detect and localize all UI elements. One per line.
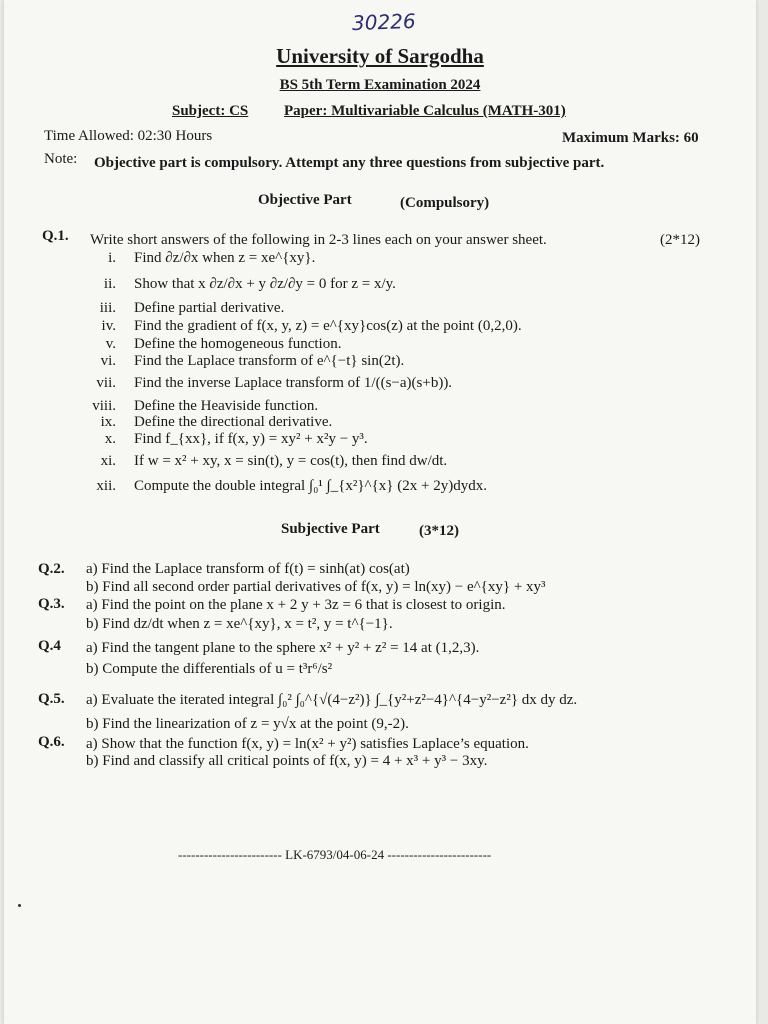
list-item: Show that x ∂z/∂x + y ∂z/∂y = 0 for z = x/y. bbox=[134, 276, 396, 292]
item-number: iv. bbox=[101, 318, 116, 334]
item-number: v. bbox=[105, 336, 116, 352]
question-label: Q.1. bbox=[42, 228, 69, 244]
note-label: Note: bbox=[44, 151, 78, 167]
list-item: Compute the double integral ∫₀¹ ∫_{x²}^{x} (2x + 2y)dydx. bbox=[134, 478, 487, 494]
objective-part-title: Objective Part bbox=[258, 192, 352, 208]
item-number: i. bbox=[108, 250, 116, 266]
exam-paper bbox=[4, 0, 756, 1024]
time-allowed: Time Allowed: 02:30 Hours bbox=[44, 128, 213, 144]
item-number: ii. bbox=[103, 276, 116, 292]
item-number: xi. bbox=[100, 453, 116, 469]
list-item: Define the Heaviside function. bbox=[134, 398, 319, 414]
list-item: Define the directional derivative. bbox=[134, 414, 333, 430]
note-text: Objective part is compulsory. Attempt any three questions from subjective part. bbox=[94, 155, 605, 171]
item-number: xii. bbox=[96, 478, 116, 494]
question-label: Q.6. bbox=[38, 734, 65, 750]
question-part-a: a) Find the point on the plane x + 2 y + 3z = 6 that is closest to origin. bbox=[86, 597, 506, 613]
question-part-b: b) Find dz/dt when z = xe^{xy}, x = t², y = t^{−1}. bbox=[86, 616, 393, 632]
question-part-b: b) Find all second order partial derivatives of f(x, y) = ln(xy) − e^{xy} + xy³ bbox=[86, 579, 546, 595]
question-marks: (2*12) bbox=[660, 232, 700, 248]
list-item: Find the inverse Laplace transform of 1/((s−a)(s+b)). bbox=[134, 375, 453, 391]
question-part-a: a) Find the Laplace transform of f(t) = sinh(at) cos(at) bbox=[86, 561, 410, 577]
item-number: vii. bbox=[96, 375, 116, 391]
item-number: viii. bbox=[92, 398, 116, 414]
list-item: Find f_{xx}, if f(x, y) = xy² + x²y − y³. bbox=[134, 431, 368, 447]
subjective-part-title: Subjective Part bbox=[281, 521, 380, 537]
list-item: Define partial derivative. bbox=[134, 300, 285, 316]
question-part-a: a) Find the tangent plane to the sphere x² + y² + z² = 14 at (1,2,3). bbox=[86, 640, 480, 656]
question-part-b: b) Find and classify all critical points of f(x, y) = 4 + x³ + y³ − 3xy. bbox=[86, 753, 488, 769]
question-part-b: b) Find the linearization of z = y√x at the point (9,-2). bbox=[86, 716, 409, 732]
maximum-marks: Maximum Marks: 60 bbox=[562, 130, 699, 146]
item-number: x. bbox=[104, 431, 116, 447]
question-label: Q.4 bbox=[38, 638, 61, 654]
list-item: Define the homogeneous function. bbox=[134, 336, 342, 352]
list-item: If w = x² + xy, x = sin(t), y = cos(t), then find dw/dt. bbox=[134, 453, 448, 469]
paper-title: Paper: Multivariable Calculus (MATH-301) bbox=[284, 103, 566, 119]
handwritten-serial-number: 30226 bbox=[351, 8, 417, 36]
question-part-a: a) Show that the function f(x, y) = ln(x² + y²) satisfies Laplace’s equation. bbox=[86, 736, 529, 752]
item-number: ix. bbox=[100, 414, 116, 430]
subjective-part-marks: (3*12) bbox=[419, 523, 459, 539]
objective-part-subtitle: (Compulsory) bbox=[400, 195, 490, 211]
question-instruction: Write short answers of the following in 2-3 lines each on your answer sheet. bbox=[90, 232, 547, 248]
subject-label: Subject: CS bbox=[172, 103, 249, 119]
list-item: Find the gradient of f(x, y, z) = e^{xy}cos(z) at the point (0,2,0). bbox=[134, 318, 522, 334]
university-title: University of Sargodha bbox=[276, 44, 484, 68]
list-item: Find the Laplace transform of e^{−t} sin(2t). bbox=[134, 353, 405, 369]
list-item: Find ∂z/∂x when z = xe^{xy}. bbox=[134, 250, 316, 266]
exam-title: BS 5th Term Examination 2024 bbox=[279, 77, 481, 93]
scan-speck bbox=[18, 904, 21, 907]
item-number: vi. bbox=[100, 353, 116, 369]
item-number: iii. bbox=[99, 300, 116, 316]
question-part-a: a) Evaluate the iterated integral ∫₀² ∫₀^{√(4−z²)} ∫_{y²+z²−4}^{4−y²−z²} dx dy dz. bbox=[86, 692, 578, 708]
question-label: Q.2. bbox=[38, 561, 65, 577]
question-part-b: b) Compute the differentials of u = t³r⁶/s² bbox=[86, 661, 333, 677]
question-label: Q.5. bbox=[38, 691, 65, 707]
question-label: Q.3. bbox=[38, 596, 65, 612]
footer-code: ------------------------ LK-6793/04-06-24 ------------------------ bbox=[178, 847, 492, 862]
